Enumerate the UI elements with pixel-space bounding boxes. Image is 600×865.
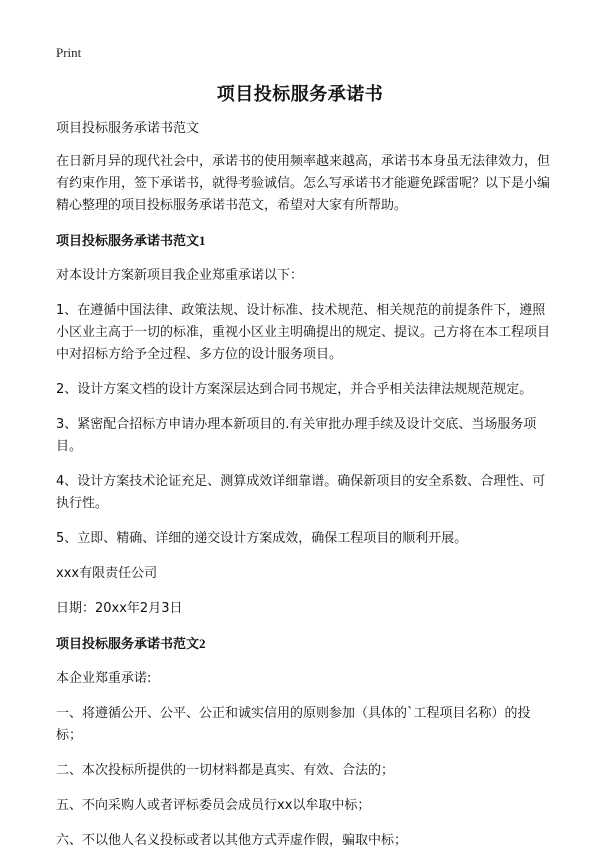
document-subtitle: 项目投标服务承诺书范文: [56, 121, 200, 136]
section-1-item: 1、在遵循中国法律、政策法规、设计标准、技术规范、相关规范的前提条件下，遵照小区业主高于一切的标准，重视小区业主明确提出的规定、提议。己方将在本工程项目中对招标方给予全过程、多方位的设计服务项目。: [56, 303, 551, 362]
section-2-item: 二、本次投标所提供的一切材料都是真实、有效、合法的；: [56, 763, 395, 778]
section-1-item: 3、紧密配合招标方申请办理本新项目的.有关审批办理手续及设计交底、当场服务项目。: [56, 417, 537, 454]
section-2-item: 一、将遵循公开、公平、公正和诚实信用的原则参加（具体的`工程项目名称）的投标；: [56, 706, 531, 743]
section-1-item: 2、设计方案文档的设计方案深层达到合同书规定，并合乎相关法律法规规范规定。: [56, 382, 533, 397]
section-1-item: 4、设计方案技术论证充足、测算成效详细靠谱。确保新项目的安全系数、合理性、可执行性。: [56, 474, 546, 511]
section-heading-1: 项目投标服务承诺书范文1: [56, 233, 206, 248]
intro-paragraph: 在日新月异的现代社会中，承诺书的使用频率越来越高，承诺书本身虽无法律效力，但有约束作用，签下承诺书，就得考验诚信。怎么写承诺书才能避免踩雷呢？以下是小编精心整理的项目投标服务承诺书范文，希望对大家有所帮助。: [56, 154, 551, 213]
document-body: [56, 118, 552, 865]
section-2-lead: 本企业郑重承诺:: [56, 671, 152, 686]
section-2-item: 五、不向采购人或者评标委员会成员行xx以牟取中标；: [56, 798, 371, 813]
company-name: xxx有限责任公司: [56, 566, 158, 581]
section-heading-2: 项目投标服务承诺书范文2: [56, 636, 206, 651]
section-1-item: 5、立即、精确、详细的递交设计方案成效，确保工程项目的顺利开展。: [56, 531, 468, 546]
print-link[interactable]: Print: [56, 45, 82, 60]
section-2-item: 六、不以他人名义投标或者以其他方式弄虚作假，骗取中标；: [56, 833, 408, 848]
page-title: 项目投标服务承诺书: [216, 84, 384, 105]
signature-date: 日期：20xx年2月3日: [56, 601, 183, 616]
section-1-lead: 对本设计方案新项目我企业郑重承诺以下：: [56, 268, 304, 283]
